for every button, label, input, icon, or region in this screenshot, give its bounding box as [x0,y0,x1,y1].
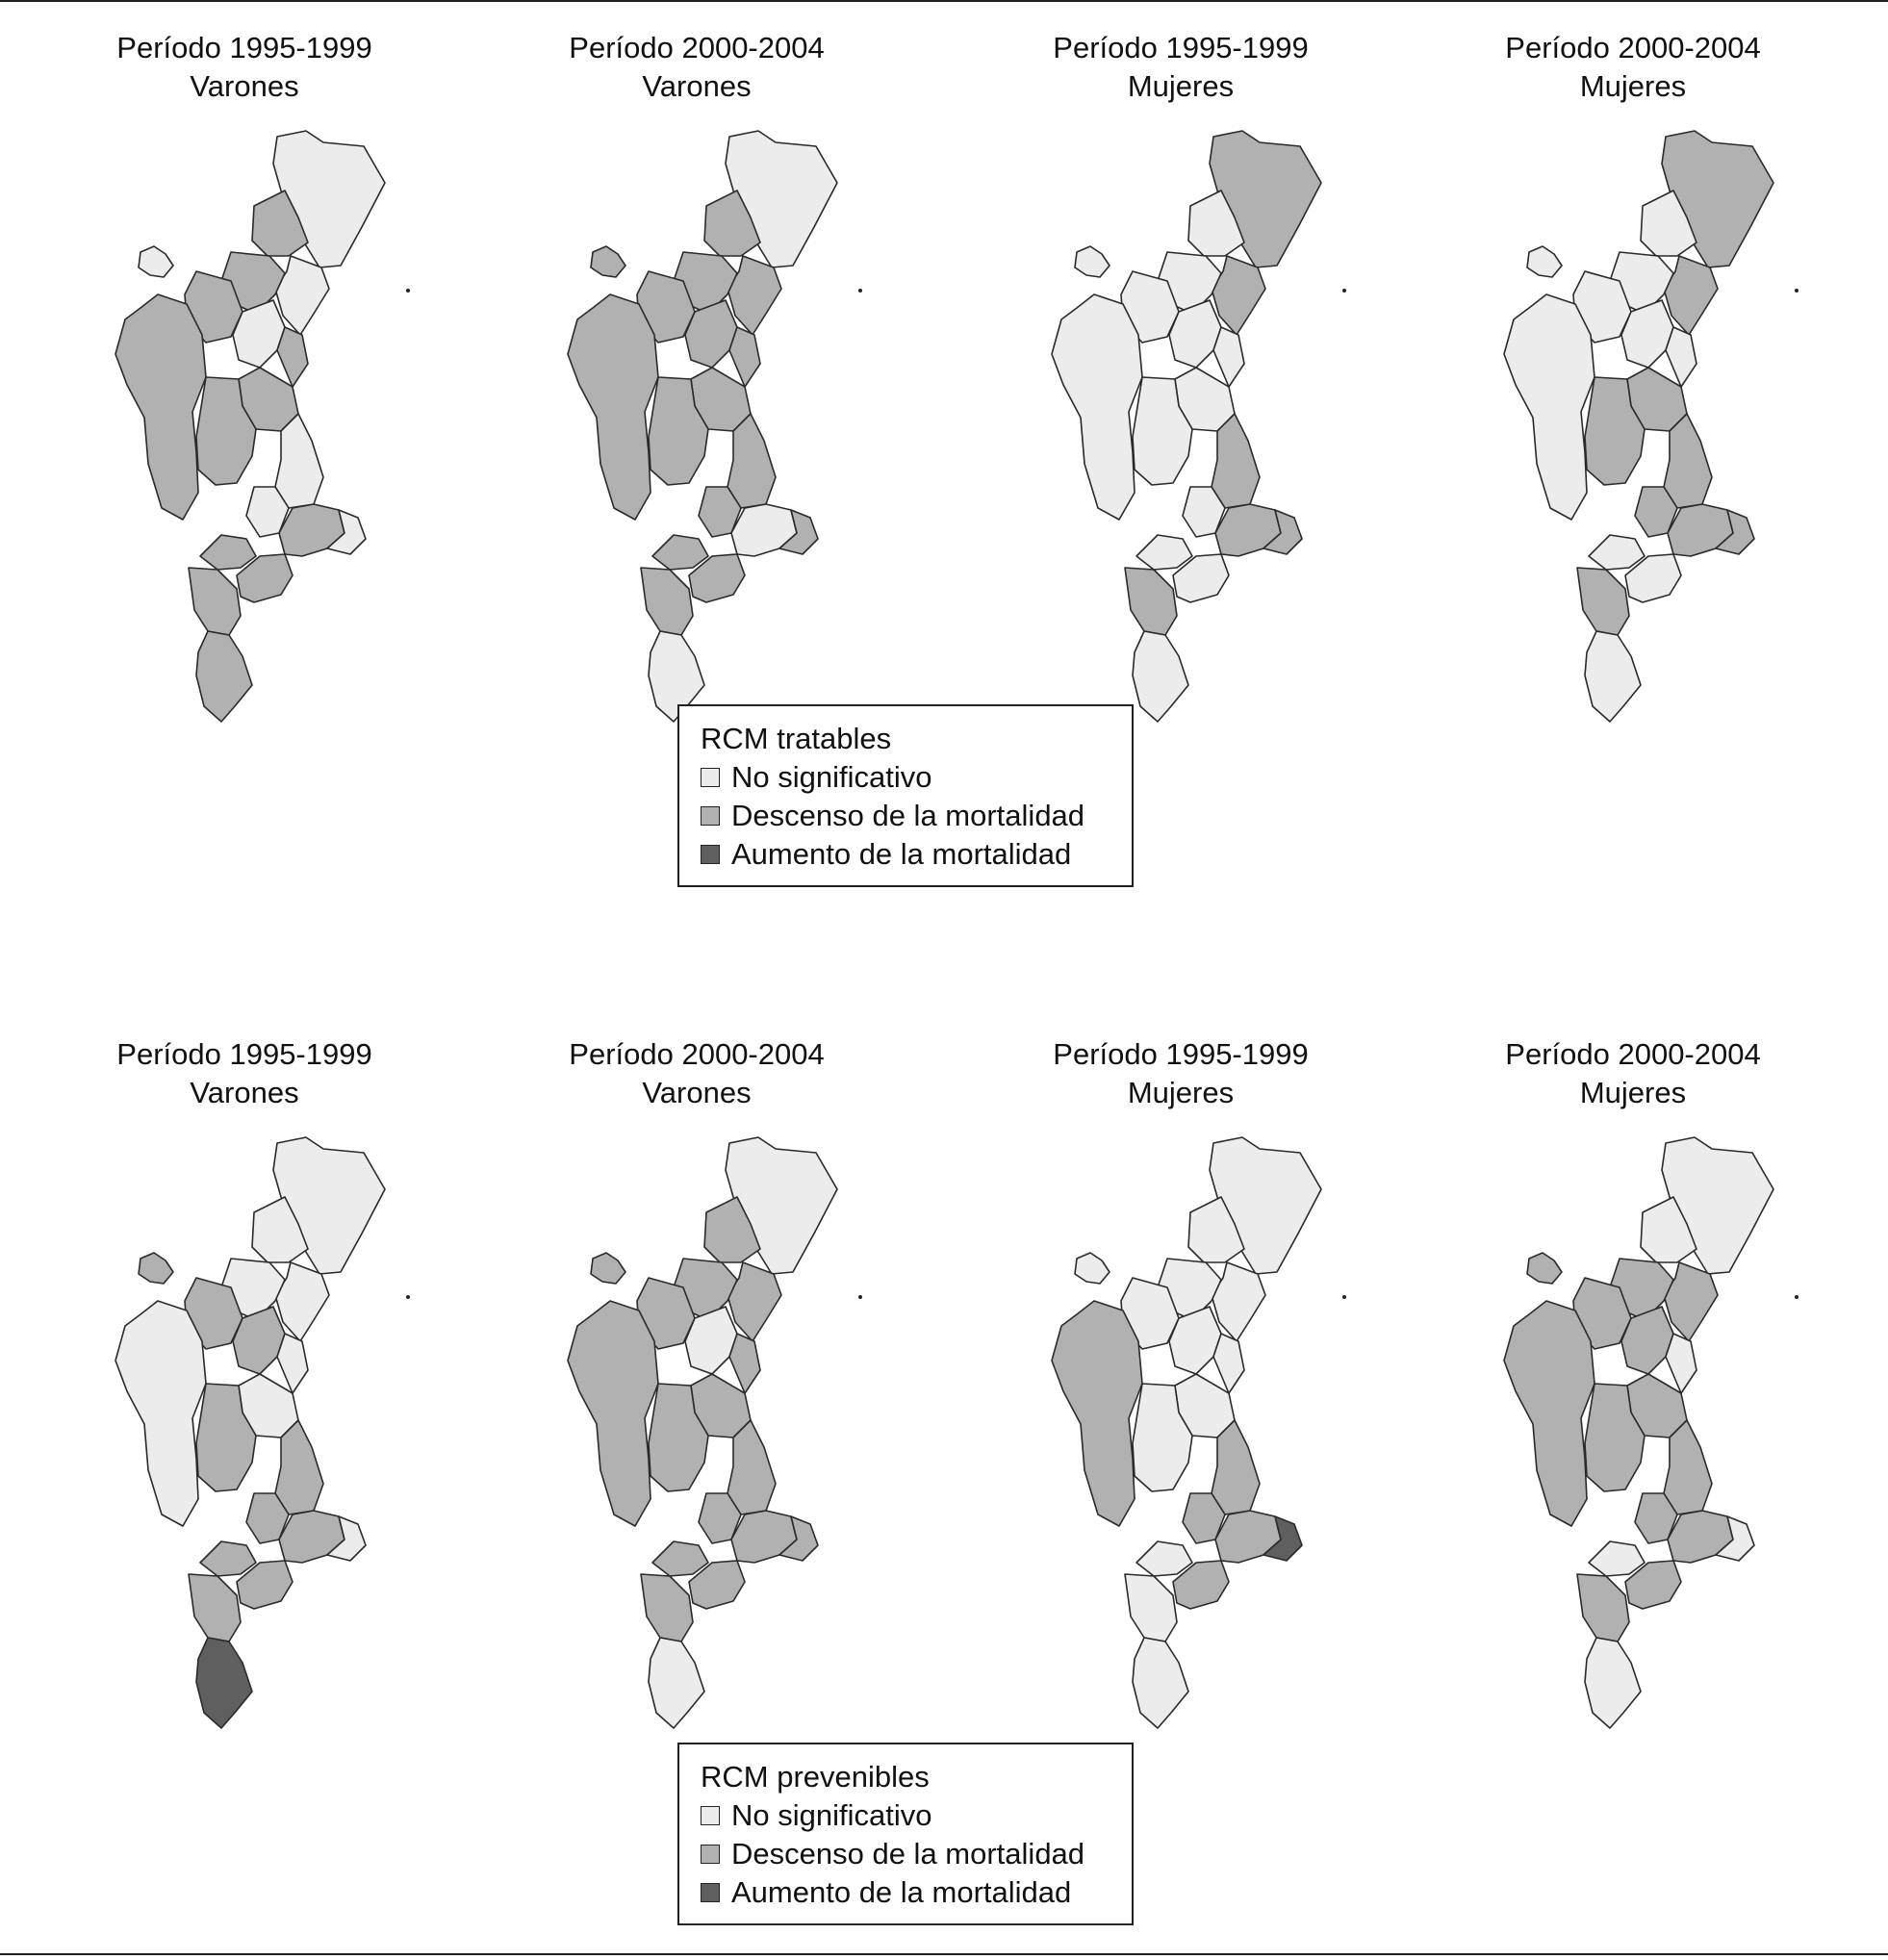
region-map [969,1035,1392,1767]
region-map [1421,1035,1845,1767]
panel-sex: Varones [190,69,299,103]
panel-period: Período 2000-2004 [1505,1037,1761,1071]
legend-label: No significativo [731,760,932,794]
panel-sex: Mujeres [1579,69,1687,103]
region-14 [1589,535,1645,570]
region-19 [1133,631,1188,722]
legend-swatch [701,845,720,864]
region-9 [1666,327,1697,387]
region-7 [1504,1301,1595,1526]
region-18 [189,568,241,635]
regions-group [1052,1137,1321,1728]
island-dot [1795,1295,1799,1299]
legend-swatch [701,1883,720,1902]
region-14 [200,535,256,570]
region-1 [139,246,173,277]
region-18 [1125,568,1177,635]
map-panel-tratables-varones-1995-1999 [33,29,456,760]
panel-sex: Varones [642,1076,752,1109]
island-dot [1795,289,1799,293]
region-9 [1213,1334,1244,1393]
map-panel-prevenibles-mujeres-1995-1999 [969,1035,1392,1767]
region-14 [1136,1541,1192,1576]
panel-sex: Mujeres [1127,69,1235,103]
region-7 [115,1301,206,1526]
region-7 [1052,1301,1142,1526]
panel-period: Período 2000-2004 [1505,31,1761,64]
legend-label: Descenso de la mortalidad [731,1837,1085,1871]
regions-group [568,1137,837,1728]
region-map [969,29,1392,760]
map-panel-tratables-mujeres-2000-2004 [1421,29,1845,760]
region-18 [1125,1574,1177,1642]
panel-sex: Varones [642,69,752,103]
region-19 [1133,1638,1188,1728]
legend-title: RCM tratables [701,722,892,755]
region-7 [568,1301,658,1526]
region-9 [277,1334,308,1393]
bottom-rule [0,1953,1888,1955]
legend-label: Aumento de la mortalidad [731,837,1072,871]
regions-group [1504,131,1773,722]
panel-sex: Mujeres [1579,1076,1687,1109]
island-dot [858,289,862,293]
region-map [33,29,456,760]
region-19 [1585,1638,1641,1728]
island-dot [1342,289,1346,293]
legend-item-aumento [701,835,1110,874]
region-9 [729,327,760,387]
region-18 [1577,568,1629,635]
region-1 [1075,246,1110,277]
legend-rcm-prevenibles [677,1743,1134,1925]
legend-item-no-significativo [701,758,1110,797]
region-7 [1052,294,1142,520]
region-18 [1577,1574,1629,1642]
region-1 [1075,1253,1110,1284]
legend-item-descenso [701,797,1110,835]
regions-group [1052,131,1321,722]
panel-sex: Mujeres [1127,1076,1235,1109]
map-panel-prevenibles-varones-2000-2004 [485,1035,908,1767]
legend-swatch [701,768,720,787]
legend-swatch [701,1806,720,1825]
panel-period: Período 2000-2004 [569,31,825,64]
legend-label: Descenso de la mortalidad [731,799,1085,832]
legend-title: RCM prevenibles [701,1760,930,1794]
regions-group [568,131,837,722]
panel-period: Período 1995-1999 [1053,1037,1309,1071]
region-19 [649,1638,704,1728]
legend-item-no-significativo [701,1796,1110,1835]
regions-group [115,131,385,722]
region-9 [1213,327,1244,387]
region-9 [1666,1334,1697,1393]
region-map [485,1035,908,1767]
region-18 [189,1574,241,1642]
legend-label: Aumento de la mortalidad [731,1875,1072,1909]
legend-swatch [701,1845,720,1864]
island-dot [406,289,410,293]
region-7 [1504,294,1595,520]
panel-sex: Varones [190,1076,299,1109]
region-1 [139,1253,173,1284]
panel-period: Período 1995-1999 [116,1037,372,1071]
region-18 [641,568,693,635]
region-map [1421,29,1845,760]
region-18 [641,1574,693,1642]
regions-group [115,1137,385,1728]
region-14 [1136,535,1192,570]
region-14 [200,1541,256,1576]
region-1 [1527,1253,1562,1284]
region-7 [568,294,658,520]
top-rule [0,0,1888,2]
legend-rcm-tratables [677,704,1134,887]
map-panel-tratables-mujeres-1995-1999 [969,29,1392,760]
region-1 [591,246,625,277]
regions-group [1504,1137,1773,1728]
island-dot [1342,1295,1346,1299]
map-panel-prevenibles-mujeres-2000-2004 [1421,1035,1845,1767]
panel-period: Período 2000-2004 [569,1037,825,1071]
panel-period: Período 1995-1999 [1053,31,1309,64]
region-19 [1585,631,1641,722]
legend-item-descenso [701,1835,1110,1873]
map-panel-tratables-varones-2000-2004 [485,29,908,760]
legend-label: No significativo [731,1798,932,1832]
region-1 [591,1253,625,1284]
region-14 [1589,1541,1645,1576]
panel-period: Período 1995-1999 [116,31,372,64]
region-9 [729,1334,760,1393]
region-14 [652,1541,708,1576]
legend-item-aumento [701,1873,1110,1912]
region-19 [196,1638,252,1728]
legend-swatch [701,806,720,826]
region-map [33,1035,456,1767]
region-map [485,29,908,760]
island-dot [406,1295,410,1299]
map-panel-prevenibles-varones-1995-1999 [33,1035,456,1767]
island-dot [858,1295,862,1299]
region-9 [277,327,308,387]
region-7 [115,294,206,520]
region-19 [196,631,252,722]
region-14 [652,535,708,570]
region-1 [1527,246,1562,277]
